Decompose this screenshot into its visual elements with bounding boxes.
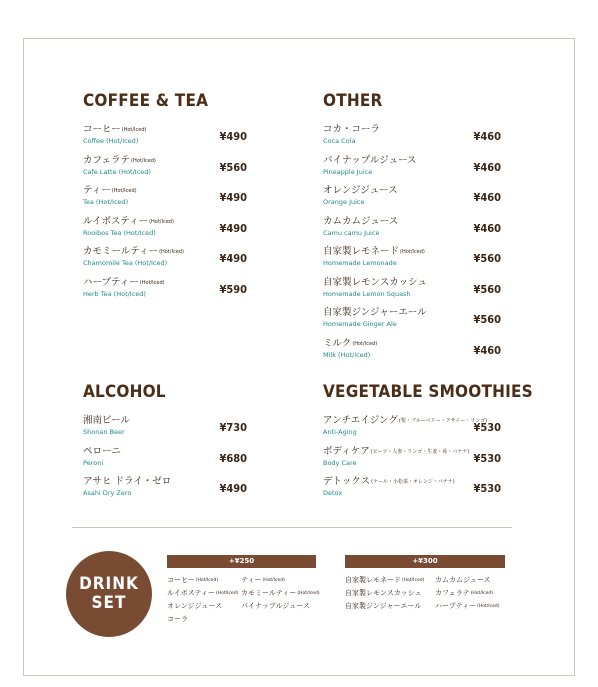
item-price: ¥490 bbox=[219, 482, 247, 495]
item-price: ¥490 bbox=[219, 130, 247, 143]
item-price: ¥680 bbox=[219, 451, 247, 465]
set-250-bar: +¥250 bbox=[167, 555, 316, 568]
item-note: (Hot/Iced) bbox=[159, 249, 184, 255]
set-item-name: 自家製レモンスカッシュ bbox=[345, 589, 422, 597]
item-note: (ケール・小松菜・オレンジ・バナナ) bbox=[371, 479, 455, 485]
set-item-name: ティー bbox=[241, 576, 262, 584]
item-name-jp-text: ボディケア bbox=[323, 445, 370, 457]
item-name-en: Coffee (Hot/Iced) bbox=[83, 137, 139, 145]
menu-list bbox=[323, 415, 501, 507]
menu-item bbox=[83, 185, 247, 216]
set-item bbox=[167, 575, 218, 585]
item-price: ¥530 bbox=[473, 451, 501, 465]
menu-item bbox=[323, 124, 501, 155]
menu-item bbox=[83, 277, 247, 308]
item-name-jp-text: コーヒー bbox=[83, 124, 121, 135]
menu-item bbox=[83, 155, 247, 186]
item-name-en: Detox bbox=[323, 489, 343, 497]
item-name-jp-text: カムカムジュース bbox=[323, 215, 399, 227]
set-item bbox=[167, 614, 188, 624]
item-name-jp-text: ティー bbox=[83, 185, 111, 196]
coffee-tea-section bbox=[83, 91, 247, 307]
set-item-name: パイナップルジュース bbox=[241, 602, 310, 610]
item-price: ¥560 bbox=[473, 252, 501, 265]
section-title: OTHER bbox=[323, 91, 383, 111]
item-name-en: Milk (Hot/Iced) bbox=[323, 350, 371, 359]
item-name-jp-text: ペローニ bbox=[83, 445, 122, 457]
set-item bbox=[435, 575, 491, 585]
set-item-note: (Hot/Iced) bbox=[477, 604, 500, 609]
item-note: (Hot/Iced) bbox=[131, 157, 156, 164]
item-name-jp-text: 自家製レモンスカッシュ bbox=[323, 276, 427, 288]
item-name-en: Shonan Beer bbox=[83, 428, 125, 436]
item-name-jp-text: カフェラテ bbox=[83, 154, 131, 166]
item-note: (Hot/Iced) bbox=[400, 249, 425, 255]
item-name-jp-text: パイナップルジュース bbox=[323, 154, 417, 166]
item-name-jp-text: ミルク bbox=[323, 337, 352, 349]
item-name-jp-text: 自家製レモネード bbox=[323, 246, 400, 257]
section-title: ALCOHOL bbox=[83, 382, 166, 402]
item-price: ¥560 bbox=[219, 160, 247, 174]
item-price: ¥560 bbox=[473, 313, 501, 326]
item-note: (Hot/Iced) bbox=[139, 279, 165, 286]
alcohol-section bbox=[83, 382, 247, 507]
set-item bbox=[345, 588, 422, 598]
item-name-en: Peroni bbox=[83, 458, 104, 467]
menu-item bbox=[323, 277, 501, 308]
section-title: COFFEE & TEA bbox=[83, 91, 209, 111]
menu-item bbox=[83, 446, 247, 477]
set-item-name: コーラ bbox=[167, 615, 188, 623]
item-name-jp-text: ルイボスティー bbox=[83, 215, 149, 227]
item-name-en: Camu camu Juice bbox=[323, 228, 380, 237]
set-item-note: (Hot/Iced) bbox=[402, 578, 425, 583]
set-item-note: (Hot/Iced) bbox=[215, 591, 239, 596]
menu-item bbox=[83, 216, 247, 247]
set-item bbox=[167, 588, 238, 598]
item-name-en: Tea (Hot/Iced) bbox=[83, 198, 129, 206]
menu-item bbox=[83, 415, 247, 446]
set-item bbox=[241, 601, 310, 611]
item-price: ¥590 bbox=[219, 282, 247, 296]
section-title: VEGETABLE SMOOTHIES bbox=[323, 382, 533, 402]
set-item bbox=[167, 601, 222, 611]
menu-item bbox=[323, 338, 501, 369]
set-item-name: ハーブティー bbox=[435, 602, 477, 610]
item-name-en: Homemade Lemonade bbox=[323, 259, 397, 267]
set-item bbox=[435, 601, 499, 611]
item-note: (ビーツ・人参・リンゴ・生姜・苺・バナナ) bbox=[370, 448, 470, 455]
menu-list bbox=[83, 124, 247, 307]
divider bbox=[72, 527, 512, 528]
item-price: ¥460 bbox=[473, 130, 501, 143]
set-item-name: オレンジジュース bbox=[167, 602, 222, 610]
item-name-en: Herb Tea (Hot/Iced) bbox=[83, 289, 146, 298]
item-name-en: Asahi Dry Zero bbox=[83, 489, 132, 497]
set-item-note: (Hot/Iced) bbox=[470, 591, 494, 596]
badge-line-2: SET bbox=[91, 593, 127, 613]
item-note: (Hot/Iced) bbox=[121, 127, 147, 133]
item-price: ¥730 bbox=[219, 421, 247, 434]
other-section bbox=[323, 91, 501, 368]
set-item bbox=[345, 575, 424, 585]
set-item-name: コーヒー bbox=[167, 576, 195, 584]
item-price: ¥490 bbox=[219, 221, 247, 235]
menu-item bbox=[83, 476, 247, 507]
menu-item bbox=[83, 124, 247, 155]
set-item-name: カモミールティー bbox=[241, 589, 297, 597]
item-price: ¥530 bbox=[473, 421, 501, 434]
item-name-en: Pineapple Juice bbox=[323, 167, 373, 176]
item-price: ¥460 bbox=[473, 221, 501, 235]
item-note: (Hot/Iced) bbox=[111, 188, 137, 194]
set-item-note: (Hot/Iced) bbox=[262, 578, 285, 583]
set-item-note: (Hot/Iced) bbox=[195, 578, 219, 583]
item-name-jp-text: デトックス bbox=[323, 476, 371, 487]
menu-item bbox=[323, 216, 501, 247]
set-item-name: 自家製レモネード bbox=[345, 576, 401, 584]
menu-list bbox=[323, 124, 501, 368]
set-item-name: カムカムジュース bbox=[435, 576, 491, 584]
item-name-jp-text: オレンジジュース bbox=[323, 185, 398, 196]
item-price: ¥460 bbox=[473, 160, 501, 174]
item-name-en: Body Care bbox=[323, 458, 357, 467]
item-price: ¥460 bbox=[473, 191, 501, 204]
set-item bbox=[345, 601, 421, 611]
item-note: (Hot/Iced) bbox=[149, 218, 174, 225]
item-name-jp-text: コカ・コーラ bbox=[323, 124, 381, 135]
item-name-en: Homemade Ginger Ale bbox=[323, 320, 397, 328]
item-name-jp-text: カモミールティー bbox=[83, 246, 159, 257]
item-name-en: Anti-Aging bbox=[323, 428, 357, 436]
menu-item bbox=[323, 476, 501, 507]
menu-item bbox=[323, 446, 501, 477]
item-price: ¥490 bbox=[219, 252, 247, 265]
set-item-name: カフェラテ bbox=[435, 589, 470, 597]
item-price: ¥530 bbox=[473, 482, 501, 495]
item-name-jp-text: アンチエイジング bbox=[323, 415, 398, 426]
badge-line-1: DRINK bbox=[79, 574, 139, 594]
item-name-jp-text: 湘南ビール bbox=[83, 415, 130, 426]
smoothies-section bbox=[323, 382, 533, 507]
menu-item bbox=[323, 307, 501, 338]
item-price: ¥560 bbox=[473, 282, 501, 296]
item-name-en: Rooibos Tea (Hot/Iced) bbox=[83, 228, 156, 237]
item-name-jp-text: ハーブティー bbox=[83, 276, 139, 288]
menu-item bbox=[323, 246, 501, 277]
item-name-en: Coca Cola bbox=[323, 137, 356, 145]
menu-item bbox=[323, 155, 501, 186]
set-item-note: (Hot/Iced) bbox=[297, 591, 320, 596]
set-item-name: ルイボスティー bbox=[167, 589, 215, 597]
item-note: (梨・ブルーベリー・アサイー・リンゴ) bbox=[398, 418, 488, 424]
item-price: ¥460 bbox=[473, 343, 501, 357]
set-300-bar: +¥300 bbox=[345, 555, 505, 568]
menu-item bbox=[323, 185, 501, 216]
set-item-name: 自家製ジンジャーエール bbox=[345, 602, 422, 610]
item-name-jp-text: アサヒ ドライ・ゼロ bbox=[83, 476, 172, 487]
set-item bbox=[435, 588, 493, 598]
item-price: ¥490 bbox=[219, 191, 247, 204]
item-name-en: Cafe Latte (Hot/Iced) bbox=[83, 167, 151, 176]
item-note: (Hot/Iced) bbox=[352, 340, 378, 347]
item-name-en: Orange Juice bbox=[323, 198, 365, 206]
menu-list bbox=[83, 415, 247, 507]
item-name-en: Chamomile Tea (Hot/Iced) bbox=[83, 259, 168, 267]
menu-item bbox=[83, 246, 247, 277]
menu-item bbox=[323, 415, 501, 446]
item-name-jp-text: 自家製ジンジャーエール bbox=[323, 307, 427, 318]
set-item bbox=[241, 575, 285, 585]
set-item bbox=[241, 588, 320, 598]
drink-set-badge bbox=[66, 551, 152, 637]
item-name-en: Homemade Lemon Squash bbox=[323, 289, 411, 298]
